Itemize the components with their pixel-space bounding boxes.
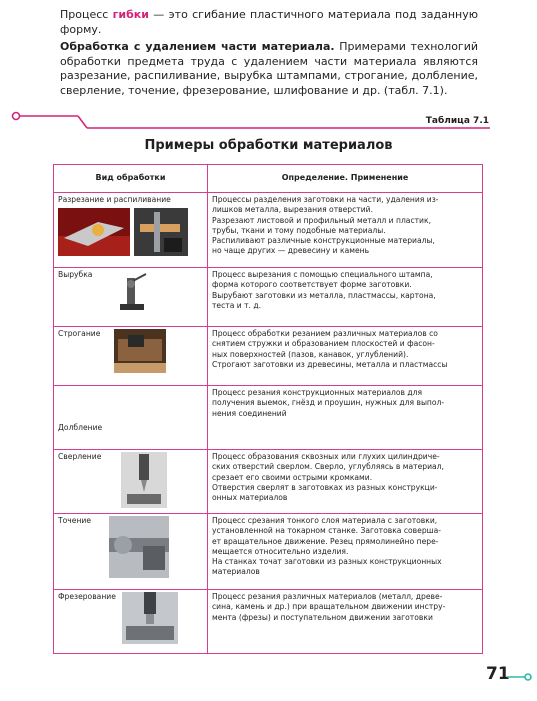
table-row [54, 514, 483, 590]
definition-line: Разрезают листовой и профильный металл и пластик, [212, 215, 431, 225]
turning-photo [109, 516, 169, 578]
table-header-row [54, 165, 483, 193]
table-row [54, 450, 483, 514]
table-number: Таблица 7.1 [425, 116, 489, 126]
table-row [54, 327, 483, 386]
definition-line: Отверстия сверлят в заготовках из разных конструкци- [212, 482, 438, 492]
table-row [54, 268, 483, 327]
definition-line: теста и т. д. [212, 300, 262, 310]
definition-line: трубы, ткани и тому подобные материалы. [212, 225, 386, 235]
intro-text: Примерами технологий обработки предмета труда с удалением части материала являются разрезание, распиливание, вырубка штампами, строгание, долбление, сверление, точение, фрезерование, шлифование и др. (табл. 7.1). [60, 40, 479, 97]
intro-text: Процесс [60, 8, 113, 21]
definition-line: мещается относительно изделия. [212, 546, 349, 556]
definition-line: ет вращательное движение. Резец прямолинейно пере- [212, 536, 439, 546]
intro-paragraph-removal [60, 40, 478, 98]
definition-line: Строгают заготовки из древесины, металла и пластмассы [212, 359, 448, 369]
process-name-cell [54, 514, 208, 590]
process-definition-cell [208, 193, 483, 268]
process-name-cell [54, 193, 208, 268]
punching-press-photo [110, 272, 152, 314]
header-definition: Определение. Применение [208, 165, 483, 193]
process-definition-cell [208, 514, 483, 590]
process-name-cell [54, 590, 208, 654]
definition-line: Процесс срезания тонкого слоя материала с заготовки, [212, 516, 438, 525]
intro-paragraph-bending [60, 8, 478, 37]
milling-photo [122, 592, 178, 644]
definition-line: ных поверхностей (пазов, канавок, углублений). [212, 349, 409, 359]
table-row [54, 590, 483, 654]
sawing-photo [134, 208, 188, 256]
definition-line: установленной на токарном станке. Заготовка соверша- [212, 526, 441, 536]
term-bending: гибки [112, 8, 149, 21]
table-row [54, 193, 483, 268]
definition-line: мента (фрезы) и поступательном движении заготовки [212, 612, 433, 622]
section-divider-line [10, 111, 490, 131]
definition-line: Распиливают различные конструкционные материалы, [212, 236, 435, 246]
definition-line: Процесс вырезания с помощью специального штампа, [212, 270, 433, 279]
definition-line: лишков металла, вырезания отверстий. [212, 205, 373, 215]
header-type: Вид обработки [54, 165, 208, 193]
definition-line: Процесс обработки резанием различных материалов со [212, 329, 438, 338]
process-name: Строгание [58, 329, 101, 338]
definition-line: На станках точат заготовки из разных конструкционных [212, 557, 442, 567]
process-name-cell [54, 386, 208, 450]
definition-line: получения выемок, гнёзд и проушин, нужных для выпол- [212, 398, 445, 408]
definition-line: Процесс резания конструкционных материалов для [212, 388, 423, 397]
definition-line: нения соединений [212, 408, 287, 418]
definition-line: сина, камень и др.) при вращательном движении инстру- [212, 602, 446, 612]
process-name-cell [54, 268, 208, 327]
drilling-photo [121, 452, 167, 508]
section-heading: Обработка с удалением части материала. [60, 40, 335, 53]
process-name: Точение [58, 516, 92, 525]
definition-line: срезает его своими острыми кромками. [212, 472, 373, 482]
process-name: Долбление [58, 423, 103, 433]
process-definition-cell [208, 327, 483, 386]
intro-text: — это сгибание пластичного материала под заданную форму. [60, 8, 478, 36]
definition-line: материалов [212, 567, 260, 577]
process-definition-cell [208, 450, 483, 514]
process-name: Сверление [58, 452, 102, 461]
process-name-cell [54, 450, 208, 514]
definition-line: ских отверстий сверлом. Сверло, углубляясь в материал, [212, 462, 444, 472]
cutting-photo [58, 208, 130, 256]
process-name: Разрезание и распиливание [58, 195, 171, 204]
definition-line: Вырубают заготовки из металла, пластмассы, картона, [212, 290, 436, 300]
definition-line: Процессы разделения заготовки на части, удаления из- [212, 195, 439, 204]
process-definition-cell [208, 590, 483, 654]
process-name: Вырубка [58, 270, 93, 279]
process-name: Фрезерование [58, 592, 116, 601]
definition-line: форма которого соответствует форме заготовки. [212, 280, 412, 290]
process-definition-cell [208, 268, 483, 327]
planing-photo [114, 329, 166, 373]
definition-line: но чаще других — древесину и камень [212, 246, 370, 256]
processing-examples-table [53, 164, 483, 654]
table-title: Примеры обработки материалов [144, 138, 393, 153]
definition-line: снятием стружки и образованием плоскостей и фасон- [212, 339, 435, 349]
table-row [54, 386, 483, 450]
definition-line: онных материалов [212, 493, 288, 503]
page-number-ornament [507, 672, 533, 682]
definition-line: Процесс образования сквозных или глухих цилиндриче- [212, 452, 440, 461]
process-definition-cell [208, 386, 483, 450]
page-number: 71 [486, 664, 510, 684]
definition-line: Процесс резания различных материалов (металл, древе- [212, 592, 443, 601]
process-name-cell [54, 327, 208, 386]
